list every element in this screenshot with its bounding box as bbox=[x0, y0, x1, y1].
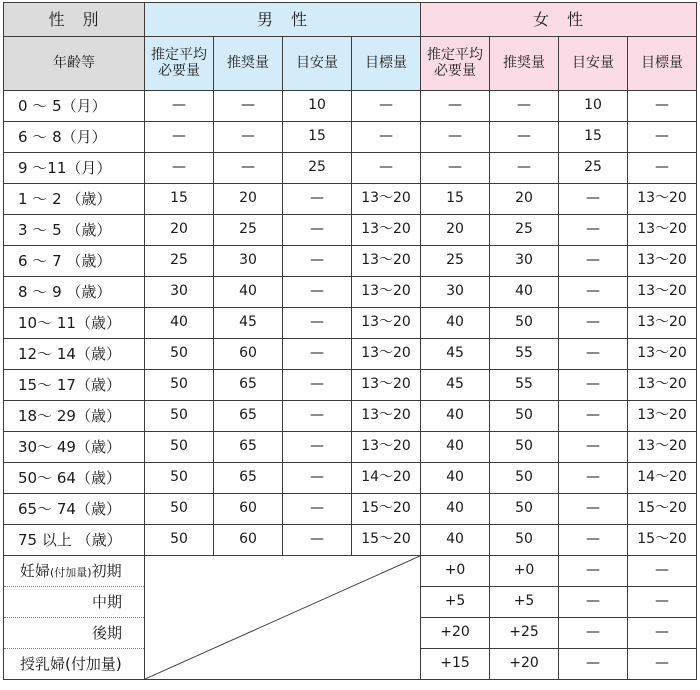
table-row bbox=[4, 215, 697, 246]
female-dg-cell: 15～20 bbox=[628, 494, 697, 525]
ear-label-line1: 推定平均 bbox=[151, 47, 207, 64]
female-rda-cell: 50 bbox=[490, 432, 559, 463]
age-group-cell: 8 ～ 9 （歳） bbox=[4, 277, 145, 308]
pregnant-prefix: 妊婦 bbox=[20, 561, 51, 580]
table-row bbox=[4, 339, 697, 370]
diagonal-line bbox=[145, 556, 420, 679]
female-ear-cell: 40 bbox=[421, 463, 490, 494]
male-dg-cell: 13～20 bbox=[352, 215, 421, 246]
male-dg-cell: 13～20 bbox=[352, 184, 421, 215]
female-rda-cell: 20 bbox=[490, 184, 559, 215]
male-ear-cell: 50 bbox=[145, 370, 214, 401]
female-header-cell: 女 性 bbox=[421, 3, 697, 37]
male-rda-cell: 60 bbox=[214, 494, 283, 525]
male-dg-cell: 13～20 bbox=[352, 339, 421, 370]
male-header-cell: 男 性 bbox=[145, 3, 421, 37]
female-dg-cell: 13～20 bbox=[628, 184, 697, 215]
male-dg-cell: 13～20 bbox=[352, 370, 421, 401]
pregnant-mid-label: 中期 bbox=[4, 587, 145, 618]
female-rda-cell: — bbox=[490, 153, 559, 184]
female-ai-cell: — bbox=[559, 432, 628, 463]
female-ear-cell: 40 bbox=[421, 525, 490, 556]
age-group-cell: 12～ 14（歳） bbox=[4, 339, 145, 370]
male-ai-cell: — bbox=[283, 277, 352, 308]
female-ai-cell: — bbox=[559, 463, 628, 494]
pregnant-note: (付加量) bbox=[50, 565, 92, 579]
age-group-cell: 18～ 29（歳） bbox=[4, 401, 145, 432]
female-rda-cell: 50 bbox=[490, 494, 559, 525]
female-ai-cell: 10 bbox=[559, 91, 628, 122]
female-ear-cell: 45 bbox=[421, 339, 490, 370]
female-lactating-ear-cell: +15 bbox=[421, 649, 490, 680]
age-group-cell: 1 ～ 2 （歳） bbox=[4, 184, 145, 215]
male-ai-cell: — bbox=[283, 215, 352, 246]
male-ai-cell: — bbox=[283, 246, 352, 277]
male-ai-cell: — bbox=[283, 432, 352, 463]
male-ear-cell: 50 bbox=[145, 339, 214, 370]
male-ear-cell: 30 bbox=[145, 277, 214, 308]
table-row bbox=[4, 401, 697, 432]
female-dg-cell: 13～20 bbox=[628, 215, 697, 246]
female-early-ai-cell: — bbox=[559, 556, 628, 587]
female-ai-cell: — bbox=[559, 246, 628, 277]
male-dg-cell: 15～20 bbox=[352, 525, 421, 556]
male-ai-cell: — bbox=[283, 525, 352, 556]
male-ai-cell: — bbox=[283, 401, 352, 432]
female-lactating-ai-cell: — bbox=[559, 649, 628, 680]
male-ai-header: 目安量 bbox=[283, 37, 352, 91]
male-dg-cell: 13～20 bbox=[352, 308, 421, 339]
female-ear-cell: 40 bbox=[421, 401, 490, 432]
male-dg-cell: — bbox=[352, 153, 421, 184]
male-rda-cell: 65 bbox=[214, 370, 283, 401]
female-rda-cell: 25 bbox=[490, 215, 559, 246]
protein-requirements-table bbox=[3, 2, 697, 680]
female-ai-cell: 15 bbox=[559, 122, 628, 153]
female-dg-cell: — bbox=[628, 153, 697, 184]
female-rda-cell: 30 bbox=[490, 246, 559, 277]
table-row bbox=[4, 153, 697, 184]
female-rda-cell: — bbox=[490, 91, 559, 122]
header-row-sex bbox=[4, 3, 697, 37]
female-rda-cell: 55 bbox=[490, 339, 559, 370]
male-dg-cell: 15～20 bbox=[352, 494, 421, 525]
female-ear-cell: — bbox=[421, 153, 490, 184]
female-dg-cell: 13～20 bbox=[628, 432, 697, 463]
male-rda-cell: 20 bbox=[214, 184, 283, 215]
female-rda-cell: 50 bbox=[490, 525, 559, 556]
female-ear-cell: 40 bbox=[421, 308, 490, 339]
female-ai-cell: — bbox=[559, 370, 628, 401]
female-late-dg-cell: — bbox=[628, 618, 697, 649]
male-ear-header bbox=[145, 37, 214, 91]
male-dg-cell: 13～20 bbox=[352, 246, 421, 277]
ear-label-line2: 必要量 bbox=[158, 62, 200, 79]
male-ear-cell: 25 bbox=[145, 246, 214, 277]
female-early-ear-cell: +0 bbox=[421, 556, 490, 587]
female-early-dg-cell: — bbox=[628, 556, 697, 587]
female-lactating-dg-cell: — bbox=[628, 649, 697, 680]
female-mid-dg-cell: — bbox=[628, 587, 697, 618]
female-ear-cell: 20 bbox=[421, 215, 490, 246]
female-rda-cell: 40 bbox=[490, 277, 559, 308]
female-ai-cell: — bbox=[559, 215, 628, 246]
table-row bbox=[4, 525, 697, 556]
female-rda-cell: 50 bbox=[490, 401, 559, 432]
female-ear-cell: 40 bbox=[421, 494, 490, 525]
pregnant-early-label bbox=[4, 556, 145, 587]
male-dg-header: 目標量 bbox=[352, 37, 421, 91]
male-rda-header: 推奨量 bbox=[214, 37, 283, 91]
table-row bbox=[4, 122, 697, 153]
header-row-columns bbox=[4, 37, 697, 91]
pregnant-early: 初期 bbox=[91, 561, 122, 580]
female-dg-cell: 15～20 bbox=[628, 525, 697, 556]
female-rda-cell: 50 bbox=[490, 463, 559, 494]
male-rda-cell: — bbox=[214, 91, 283, 122]
female-dg-cell: 13～20 bbox=[628, 277, 697, 308]
male-ai-cell: — bbox=[283, 308, 352, 339]
female-dg-cell: 13～20 bbox=[628, 401, 697, 432]
female-mid-ai-cell: — bbox=[559, 587, 628, 618]
male-ear-cell: 50 bbox=[145, 463, 214, 494]
female-dg-cell: — bbox=[628, 122, 697, 153]
female-ear-cell: — bbox=[421, 122, 490, 153]
male-ear-cell: 50 bbox=[145, 432, 214, 463]
ear-label-line2: 必要量 bbox=[434, 62, 477, 79]
table-row bbox=[4, 432, 697, 463]
male-ai-cell: 25 bbox=[283, 153, 352, 184]
female-dg-cell: 13～20 bbox=[628, 370, 697, 401]
female-mid-rda-cell: +5 bbox=[490, 587, 559, 618]
table-row bbox=[4, 308, 697, 339]
female-mid-ear-cell: +5 bbox=[421, 587, 490, 618]
protein-requirements-table-container bbox=[3, 2, 696, 684]
male-ai-cell: — bbox=[283, 339, 352, 370]
male-rda-cell: 65 bbox=[214, 432, 283, 463]
male-not-applicable-diagonal bbox=[145, 556, 421, 680]
pregnant-late-label: 後期 bbox=[4, 618, 145, 649]
age-group-cell: 6 ～ 8（月） bbox=[4, 122, 145, 153]
female-ear-cell: 45 bbox=[421, 370, 490, 401]
male-rda-cell: 60 bbox=[214, 339, 283, 370]
age-group-cell: 10～ 11（歳） bbox=[4, 308, 145, 339]
male-rda-cell: — bbox=[214, 122, 283, 153]
female-late-rda-cell: +25 bbox=[490, 618, 559, 649]
age-group-cell: 15～ 17（歳） bbox=[4, 370, 145, 401]
male-dg-cell: 13～20 bbox=[352, 432, 421, 463]
male-ear-cell: — bbox=[145, 153, 214, 184]
male-ear-cell: 20 bbox=[145, 215, 214, 246]
male-dg-cell: 13～20 bbox=[352, 401, 421, 432]
female-ear-cell: 30 bbox=[421, 277, 490, 308]
female-dg-cell: 13～20 bbox=[628, 246, 697, 277]
sex-header-cell: 性 別 bbox=[4, 3, 145, 37]
male-ai-cell: — bbox=[283, 494, 352, 525]
female-rda-cell: — bbox=[490, 122, 559, 153]
age-group-cell: 30～ 49（歳） bbox=[4, 432, 145, 463]
female-ai-cell: — bbox=[559, 494, 628, 525]
female-dg-cell: 13～20 bbox=[628, 339, 697, 370]
male-ear-cell: 50 bbox=[145, 494, 214, 525]
table-row bbox=[4, 370, 697, 401]
female-ear-header bbox=[421, 37, 490, 91]
female-ear-cell: 15 bbox=[421, 184, 490, 215]
male-ear-cell: — bbox=[145, 122, 214, 153]
female-ear-cell: 40 bbox=[421, 432, 490, 463]
female-early-rda-cell: +0 bbox=[490, 556, 559, 587]
age-group-cell: 9 ～11（月） bbox=[4, 153, 145, 184]
male-dg-cell: — bbox=[352, 91, 421, 122]
age-group-cell: 3 ～ 5 （歳） bbox=[4, 215, 145, 246]
male-ear-cell: — bbox=[145, 91, 214, 122]
ear-label-line1: 推定平均 bbox=[427, 47, 484, 64]
male-rda-cell: 65 bbox=[214, 463, 283, 494]
male-dg-cell: 14～20 bbox=[352, 463, 421, 494]
female-ear-cell: — bbox=[421, 91, 490, 122]
male-rda-cell: 30 bbox=[214, 246, 283, 277]
female-ai-cell: — bbox=[559, 277, 628, 308]
male-ai-cell: — bbox=[283, 463, 352, 494]
age-group-cell: 75 以上 （歳） bbox=[4, 525, 145, 556]
age-group-cell: 0 ～ 5（月） bbox=[4, 91, 145, 122]
female-rda-cell: 55 bbox=[490, 370, 559, 401]
female-ear-cell: 25 bbox=[421, 246, 490, 277]
female-ai-header: 目安量 bbox=[559, 37, 628, 91]
lactating-label: 授乳婦(付加量) bbox=[4, 649, 145, 680]
female-rda-cell: 50 bbox=[490, 308, 559, 339]
female-dg-cell: 13～20 bbox=[628, 308, 697, 339]
female-ai-cell: — bbox=[559, 339, 628, 370]
table-row bbox=[4, 184, 697, 215]
female-rda-header: 推奨量 bbox=[490, 37, 559, 91]
age-group-cell: 65～ 74（歳） bbox=[4, 494, 145, 525]
male-rda-cell: — bbox=[214, 153, 283, 184]
female-ai-cell: — bbox=[559, 525, 628, 556]
female-late-ear-cell: +20 bbox=[421, 618, 490, 649]
female-dg-cell: — bbox=[628, 91, 697, 122]
table-row bbox=[4, 277, 697, 308]
male-rda-cell: 25 bbox=[214, 215, 283, 246]
male-ai-cell: — bbox=[283, 184, 352, 215]
male-ai-cell: 10 bbox=[283, 91, 352, 122]
male-rda-cell: 40 bbox=[214, 277, 283, 308]
male-ear-cell: 50 bbox=[145, 525, 214, 556]
female-late-ai-cell: — bbox=[559, 618, 628, 649]
age-group-cell: 6 ～ 7 （歳） bbox=[4, 246, 145, 277]
female-ai-cell: 25 bbox=[559, 153, 628, 184]
male-dg-cell: 13～20 bbox=[352, 277, 421, 308]
female-dg-cell: 14～20 bbox=[628, 463, 697, 494]
female-ai-cell: — bbox=[559, 401, 628, 432]
female-ai-cell: — bbox=[559, 308, 628, 339]
table-row bbox=[4, 91, 697, 122]
male-ear-cell: 50 bbox=[145, 401, 214, 432]
male-ear-cell: 15 bbox=[145, 184, 214, 215]
female-dg-header: 目標量 bbox=[628, 37, 697, 91]
male-rda-cell: 45 bbox=[214, 308, 283, 339]
female-lactating-rda-cell: +20 bbox=[490, 649, 559, 680]
age-header-cell: 年齢等 bbox=[4, 37, 145, 91]
age-group-cell: 50～ 64（歳） bbox=[4, 463, 145, 494]
table-row bbox=[4, 246, 697, 277]
male-ai-cell: 15 bbox=[283, 122, 352, 153]
male-rda-cell: 60 bbox=[214, 525, 283, 556]
female-ai-cell: — bbox=[559, 184, 628, 215]
male-rda-cell: 65 bbox=[214, 401, 283, 432]
male-ear-cell: 40 bbox=[145, 308, 214, 339]
male-ai-cell: — bbox=[283, 370, 352, 401]
table-row bbox=[4, 463, 697, 494]
table-row bbox=[4, 494, 697, 525]
table-row-early bbox=[4, 556, 697, 587]
male-dg-cell: — bbox=[352, 122, 421, 153]
